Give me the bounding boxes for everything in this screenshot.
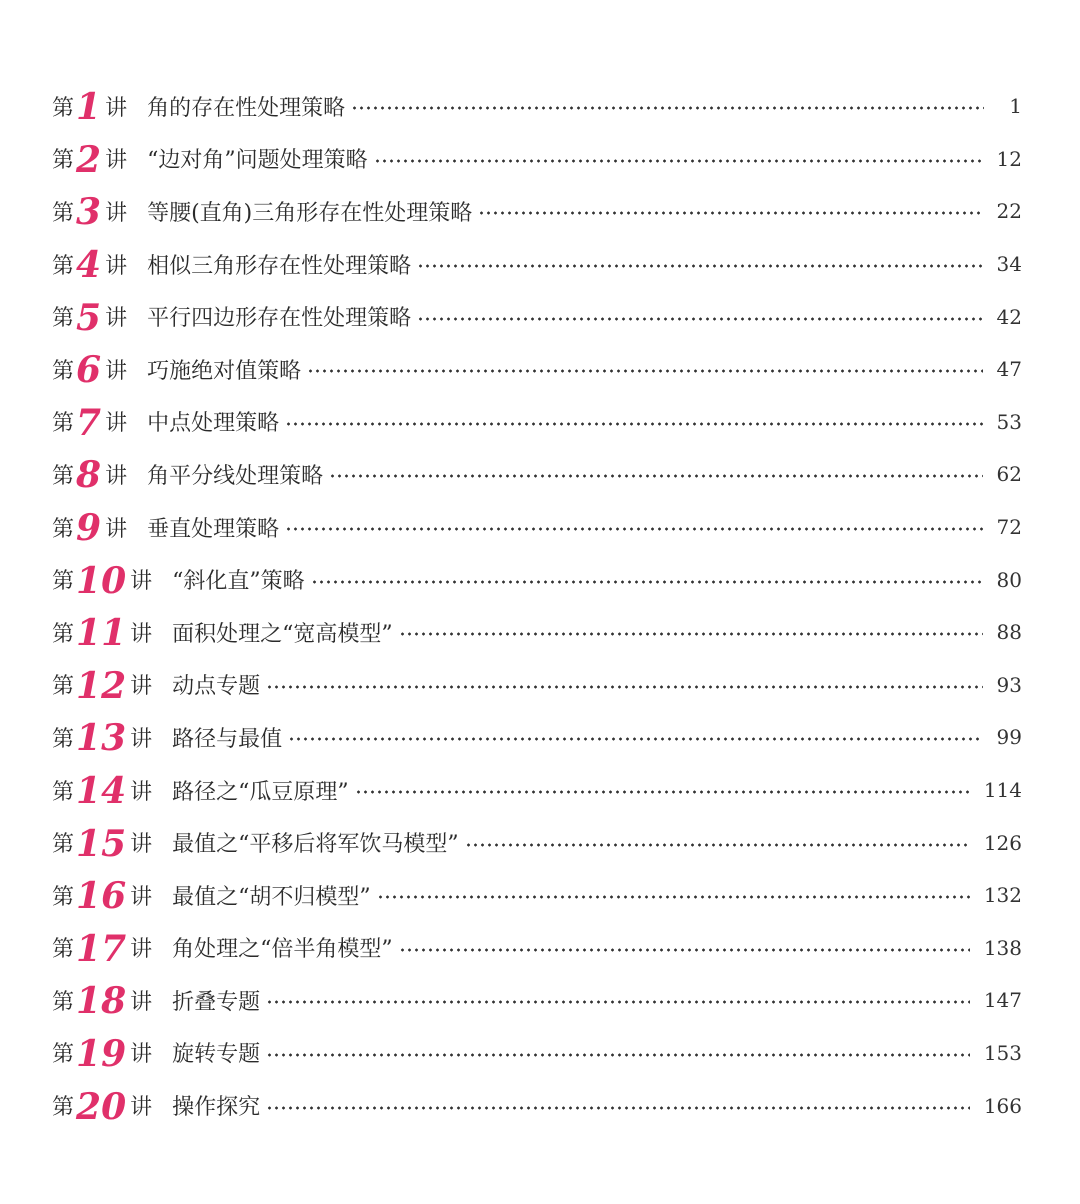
lecture-number: 3: [76, 191, 102, 234]
page-number: 132: [983, 883, 1022, 908]
page-number: 99: [996, 725, 1022, 750]
toc-entry[interactable]: [52, 659, 1022, 712]
page-number: 153: [983, 1040, 1022, 1065]
lecture-number: 6: [76, 349, 102, 392]
toc-entry[interactable]: [52, 396, 1022, 449]
lecture-number: 7: [76, 401, 102, 444]
toc-entry[interactable]: [52, 1079, 1022, 1132]
lecture-number: 11: [76, 612, 127, 655]
lecture-title[interactable]: 动点专题: [172, 674, 261, 700]
lecture-suffix: 讲: [130, 989, 153, 1015]
lecture-suffix: 讲: [105, 95, 128, 121]
lecture-suffix: 讲: [130, 726, 153, 752]
toc-entry[interactable]: [52, 606, 1022, 659]
page-number: 22: [996, 199, 1022, 224]
lecture-prefix: 第: [52, 779, 75, 805]
page-number: 47: [996, 357, 1022, 382]
dot-leader: [377, 895, 970, 899]
lecture-number: 19: [76, 1032, 127, 1075]
toc-entry[interactable]: [52, 922, 1022, 975]
page-number: 72: [996, 515, 1022, 540]
lecture-number: 1: [76, 86, 102, 129]
toc-entry[interactable]: [52, 764, 1022, 817]
dot-leader: [399, 632, 983, 636]
page-number: 138: [983, 935, 1022, 960]
lecture-title[interactable]: 垂直处理策略: [147, 516, 280, 542]
lecture-prefix: 第: [52, 411, 75, 437]
lecture-title[interactable]: 操作探究: [172, 1095, 261, 1121]
lecture-title[interactable]: 角的存在性处理策略: [147, 95, 346, 121]
lecture-title[interactable]: 相似三角形存在性处理策略: [147, 253, 412, 279]
lecture-title[interactable]: 等腰(直角)三角形存在性处理策略: [147, 200, 473, 226]
table-of-contents: [52, 80, 1022, 1132]
dot-leader: [266, 1053, 970, 1057]
lecture-title[interactable]: 巧施绝对值策略: [147, 358, 302, 384]
toc-entry[interactable]: [52, 553, 1022, 606]
lecture-prefix: 第: [52, 463, 75, 489]
lecture-prefix: 第: [52, 148, 75, 174]
toc-entry[interactable]: [52, 80, 1022, 133]
lecture-prefix: 第: [52, 306, 75, 332]
toc-entry[interactable]: [52, 185, 1022, 238]
lecture-number: 14: [76, 770, 127, 813]
lecture-suffix: 讲: [130, 674, 153, 700]
page-number: 12: [996, 146, 1022, 171]
lecture-title[interactable]: 路径与最值: [172, 726, 283, 752]
dot-leader: [329, 474, 982, 478]
lecture-suffix: 讲: [105, 306, 128, 332]
dot-leader: [351, 106, 984, 110]
lecture-suffix: 讲: [130, 884, 153, 910]
lecture-prefix: 第: [52, 358, 75, 384]
lecture-prefix: 第: [52, 726, 75, 752]
toc-entry[interactable]: [52, 816, 1022, 869]
dot-leader: [417, 264, 982, 268]
lecture-prefix: 第: [52, 621, 75, 647]
lecture-title[interactable]: 角处理之“倍半角模型”: [172, 937, 393, 963]
lecture-number: 16: [76, 875, 127, 918]
toc-entry[interactable]: [52, 1027, 1022, 1080]
lecture-number: 4: [76, 244, 102, 287]
lecture-suffix: 讲: [105, 516, 128, 542]
dot-leader: [288, 737, 982, 741]
lecture-suffix: 讲: [105, 358, 128, 384]
lecture-title[interactable]: 角平分线处理策略: [147, 463, 324, 489]
lecture-title[interactable]: 中点处理策略: [147, 411, 280, 437]
lecture-title[interactable]: “边对角”问题处理策略: [147, 148, 368, 174]
lecture-suffix: 讲: [130, 1095, 153, 1121]
dot-leader: [307, 369, 982, 373]
dot-leader: [285, 422, 982, 426]
lecture-number: 13: [76, 717, 127, 760]
lecture-prefix: 第: [52, 1095, 75, 1121]
lecture-suffix: 讲: [105, 411, 128, 437]
toc-entry[interactable]: [52, 448, 1022, 501]
lecture-suffix: 讲: [130, 569, 153, 595]
toc-entry[interactable]: [52, 133, 1022, 186]
dot-leader: [374, 159, 983, 163]
page-number: 147: [983, 988, 1022, 1013]
dot-leader: [355, 790, 970, 794]
lecture-prefix: 第: [52, 516, 75, 542]
lecture-title[interactable]: 路径之“瓜豆原理”: [172, 779, 349, 805]
lecture-prefix: 第: [52, 569, 75, 595]
page-number: 114: [983, 778, 1022, 803]
lecture-title[interactable]: 最值之“平移后将军饮马模型”: [172, 832, 459, 858]
lecture-title[interactable]: 最值之“胡不归模型”: [172, 884, 371, 910]
lecture-suffix: 讲: [105, 148, 128, 174]
lecture-title[interactable]: “斜化直”策略: [172, 569, 305, 595]
lecture-number: 20: [76, 1085, 127, 1128]
toc-entry[interactable]: [52, 343, 1022, 396]
dot-leader: [478, 211, 982, 215]
lecture-suffix: 讲: [130, 621, 153, 647]
lecture-prefix: 第: [52, 1042, 75, 1068]
page-number: 53: [996, 409, 1022, 434]
dot-leader: [465, 843, 970, 847]
lecture-prefix: 第: [52, 200, 75, 226]
lecture-suffix: 讲: [130, 1042, 153, 1068]
lecture-number: 10: [76, 559, 127, 602]
toc-entry[interactable]: [52, 869, 1022, 922]
lecture-suffix: 讲: [130, 832, 153, 858]
lecture-prefix: 第: [52, 832, 75, 858]
lecture-number: 5: [76, 296, 102, 339]
page-number: 93: [996, 672, 1022, 697]
lecture-suffix: 讲: [105, 463, 128, 489]
lecture-prefix: 第: [52, 95, 75, 121]
toc-entry[interactable]: [52, 238, 1022, 291]
page-number: 88: [996, 620, 1022, 645]
lecture-prefix: 第: [52, 884, 75, 910]
lecture-number: 15: [76, 822, 127, 865]
lecture-title[interactable]: 折叠专题: [172, 989, 261, 1015]
page-number: 1: [1009, 94, 1022, 119]
lecture-prefix: 第: [52, 937, 75, 963]
lecture-title[interactable]: 平行四边形存在性处理策略: [147, 306, 412, 332]
lecture-number: 2: [76, 138, 102, 181]
lecture-title[interactable]: 旋转专题: [172, 1042, 261, 1068]
page-number: 62: [996, 462, 1022, 487]
lecture-number: 18: [76, 980, 127, 1023]
page-number: 126: [983, 830, 1022, 855]
lecture-number: 8: [76, 454, 102, 497]
lecture-number: 17: [76, 927, 127, 970]
page-number: 42: [996, 304, 1022, 329]
toc-entry[interactable]: [52, 711, 1022, 764]
page-number: 80: [996, 567, 1022, 592]
toc-entry[interactable]: [52, 974, 1022, 1027]
lecture-prefix: 第: [52, 674, 75, 700]
lecture-suffix: 讲: [105, 253, 128, 279]
page-number: 34: [996, 252, 1022, 277]
toc-entry[interactable]: [52, 290, 1022, 343]
lecture-number: 12: [76, 664, 127, 707]
lecture-suffix: 讲: [130, 937, 153, 963]
dot-leader: [399, 948, 970, 952]
toc-entry[interactable]: [52, 501, 1022, 554]
lecture-prefix: 第: [52, 253, 75, 279]
dot-leader: [285, 527, 982, 531]
lecture-suffix: 讲: [105, 200, 128, 226]
lecture-title[interactable]: 面积处理之“宽高模型”: [172, 621, 393, 647]
dot-leader: [266, 1000, 970, 1004]
lecture-suffix: 讲: [130, 779, 153, 805]
dot-leader: [266, 1106, 970, 1110]
dot-leader: [311, 580, 983, 584]
dot-leader: [417, 317, 982, 321]
page-number: 166: [983, 1093, 1022, 1118]
dot-leader: [266, 685, 982, 689]
lecture-number: 9: [76, 507, 102, 550]
lecture-prefix: 第: [52, 989, 75, 1015]
